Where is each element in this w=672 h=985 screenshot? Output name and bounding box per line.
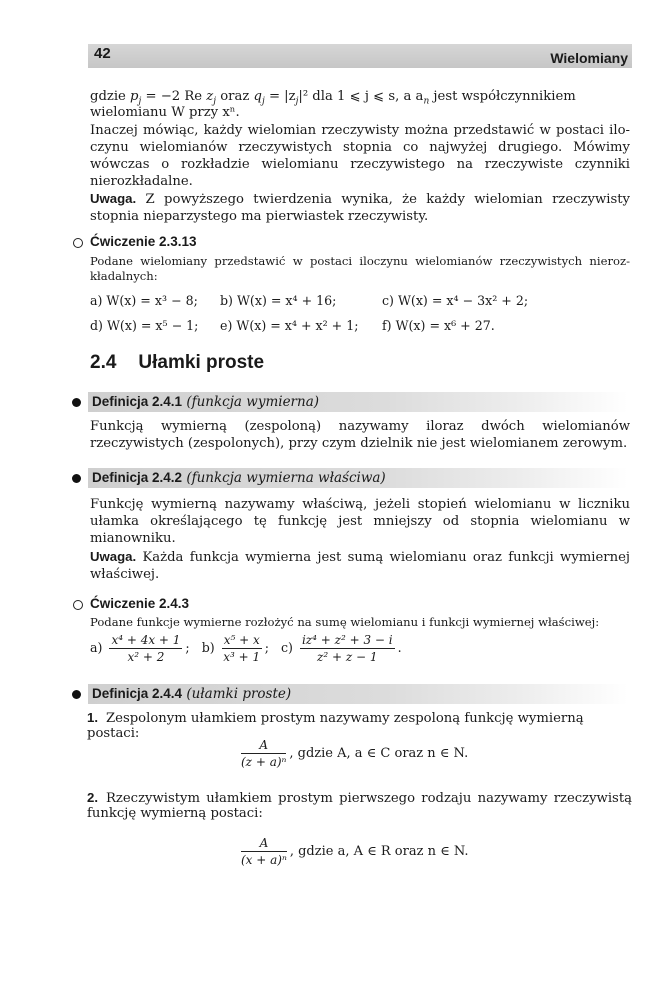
remark-2: Uwaga. Każda funkcja wymierna jest sumą wielomianu oraz funkcji wymiernej właściwej. xyxy=(90,549,630,582)
exercise-item-e: e) W(x) = x⁴ + x² + 1; xyxy=(220,318,359,333)
remark-1: Uwaga. Z powyższego twierdzenia wynika, że każdy wielomian rzeczywisty stopnia nieparzystego ma pierwiastek rzeczywisty. xyxy=(90,191,630,224)
exercise-item-a: a) W(x) = x³ − 8; xyxy=(90,293,198,308)
exercise-item-c: c) W(x) = x⁴ − 3x² + 2; xyxy=(382,293,529,308)
definition-bullet-icon xyxy=(72,690,81,699)
definition-item-2: 2. Rzeczywistym ułamkiem prostym pierwszego rodzaju nazywamy rzeczywistą funkcję wymierną postaci: xyxy=(87,790,632,821)
fraction-c: $\frac{\text{iz⁴ + z² + 3 − i}}{\text{z² + z − 1}}$ xyxy=(301,633,393,664)
page-number: 42 xyxy=(94,45,111,62)
definition-bullet-icon xyxy=(72,398,81,407)
formula-real-simple-fraction: $\frac{A}{\text{(x + a)ⁿ}}$ , gdzie a, A ∈ R oraz n ∈ N. xyxy=(241,836,469,867)
definition-2-4-2-text: Funkcję wymierną nazywamy właściwą, jeżeli stopień wielomianu w liczniku ułamka określającego tę funkcję jest mniejszy od stopnia wielomianu w mianowniku. xyxy=(90,497,630,546)
definition-2-4-2-heading: Definicja 2.4.2 (funkcja wymierna właściwa) xyxy=(92,470,386,486)
fraction-a: $\frac{\text{x⁴ + 4x + 1}}{\text{x² + 2}}$ xyxy=(111,633,181,664)
definition-2-4-1-text: Funkcją wymierną (zespoloną) nazywamy iloraz dwóch wielomianów rzeczywistych (zespolonych), przy czym dzielnik nie jest wielomianem zerowym. xyxy=(90,419,630,451)
exercise-item-f: f) W(x) = x⁶ + 27. xyxy=(382,318,495,333)
intro-paragraph: Inaczej mówiąc, każdy wielomian rzeczywisty można przedstawić w postaci ilo-czynu wielomianów rzeczywistych stopnia co najwyżej drugiego. Mówimy wówczas o rozkładzie wielomianu rzeczywistego na rzeczywiste czynniki nierozkładalne. xyxy=(90,123,630,189)
intro-line-2: wielomianu W przy xⁿ. xyxy=(90,105,240,120)
formula-complex-simple-fraction: $\frac{A}{\text{(z + a)ⁿ}}$ , gdzie A, a ∈ C oraz n ∈ N. xyxy=(241,738,469,769)
exercise-item-d: d) W(x) = x⁵ − 1; xyxy=(90,318,199,333)
exercise-item-b: b) W(x) = x⁴ + 16; xyxy=(220,293,337,308)
exercise-bullet-icon xyxy=(73,600,83,610)
exercise-2-3-13-title: Ćwiczenie 2.3.13 xyxy=(90,234,197,249)
definition-item-1: 1. Zespolonym ułamkiem prostym nazywamy zespoloną funkcję wymierną postaci: xyxy=(87,710,584,741)
definition-2-4-1-heading: Definicja 2.4.1 (funkcja wymierna) xyxy=(92,394,320,410)
definition-bullet-icon xyxy=(72,474,81,483)
fraction-b: $\frac{\text{x⁵ + x}}{\text{x³ + 1}}$ xyxy=(223,633,261,664)
exercise-2-3-13-text: Podane wielomiany przedstawić w postaci iloczynu wielomianów rzeczywistych nieroz-kładalnych: xyxy=(90,254,630,283)
exercise-2-4-3-fractions: a) $\frac{\text{x⁴ + 4x + 1}}{\text{x² + 2}}$ ; b) $\frac{\text{x⁵ + x}}{\text{x³ + 1}}$ ; c) $\frac{\text{iz⁴ + z² + 3 − i}}{\text{z² + z − 1}}$ . xyxy=(90,633,402,664)
exercise-bullet-icon xyxy=(73,238,83,248)
exercise-2-4-3-title: Ćwiczenie 2.4.3 xyxy=(90,596,190,611)
definition-2-4-4-heading: Definicja 2.4.4 (ułamki proste) xyxy=(92,686,292,702)
chapter-title: Wielomiany xyxy=(550,50,628,66)
intro-line-1: gdzie $p_j = -2$ Re $z_j$ oraz $q_j = |z_j|^2$ dla 1 ⩽ j ⩽ s, a $a_n$ jest współczynnikiem xyxy=(90,89,576,107)
section-heading: 2.4 Ułamki proste xyxy=(90,352,265,373)
exercise-2-4-3-text: Podane funkcje wymierne rozłożyć na sumę wielomianu i funkcji wymiernej właściwej: xyxy=(90,615,600,629)
